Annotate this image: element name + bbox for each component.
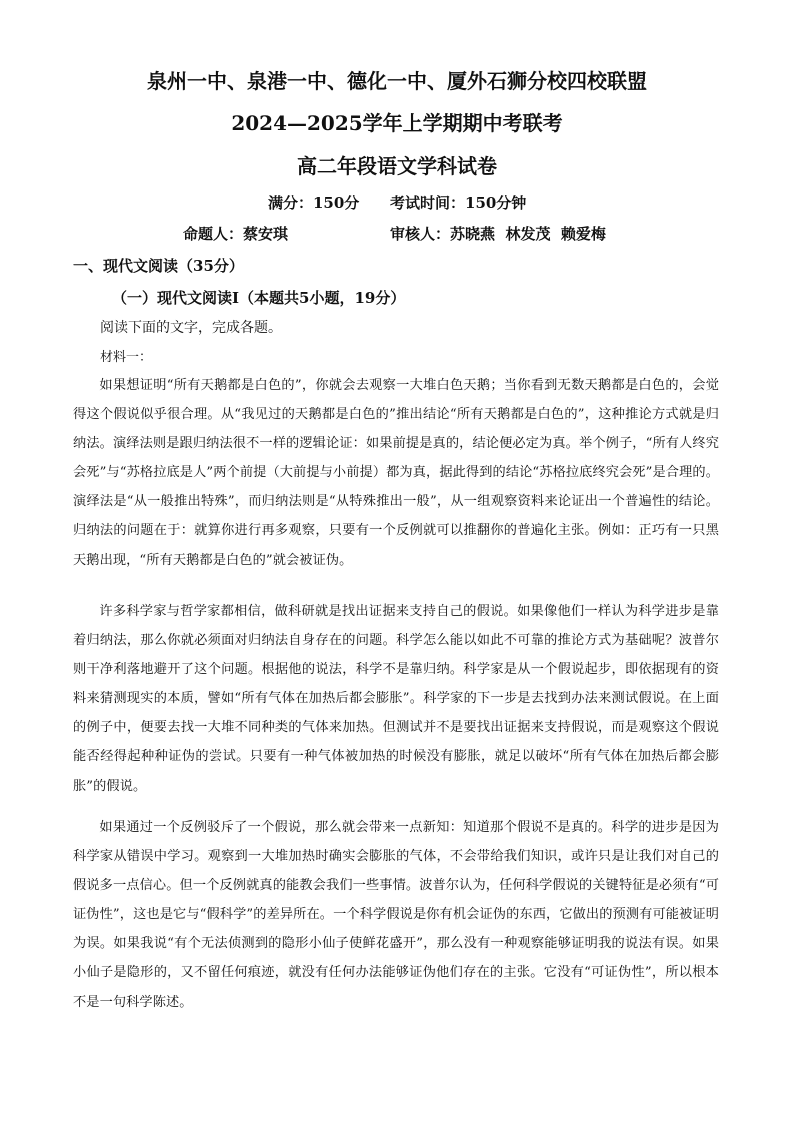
full-score: 满分：150分 [268, 194, 360, 212]
paragraph-3: 如果通过一个反例驳斥了一个假说，那么就会带来一点新知：知道那个假说不是真的。科学的进步是因为科学家从错误中学习。观察到一大堆加热时确实会膨胀的气体，不会带给我们知识，或许只是让我们对自己的假说多一点信心。但一个反例就真的能教会我们一些事情。波普尔认为，任何科学假说的关键特征是必须有“可证伪性”，这也是它与“假科学”的差异所在。一个科学假说是你有机会证伪的东西，它做出的预测有可能被证明为误。如果我说“有个无法侦测到的隐形小仙子使鲜花盛开”，那么没有一种观察能够证明我的说法有误。如果小仙子是隐形的，又不留任何痕迹，就没有任何办法能够证伪他们存在的主张。它没有“可证伪性”，所以根本不是一句科学陈述。 [73, 820, 719, 1010]
reviewers: 审核人：苏晓燕 林发茂 赖爱梅 [390, 225, 606, 243]
paper-title: 高二年段语文学科试卷 [297, 154, 497, 178]
reading-instruction: 阅读下面的文字，完成各题。 [100, 320, 282, 336]
question-setter: 命题人：蔡安琪 [183, 225, 289, 243]
material-label: 材料一： [100, 350, 153, 365]
section-heading: 一、现代文阅读（35分） [73, 257, 244, 275]
exam-session-title: 2024—2025学年上学期期中考联考 [231, 111, 563, 135]
subsection-heading: （一）现代文阅读Ⅰ（本题共5小题，19分） [112, 289, 406, 307]
exam-time: 考试时间：150分钟 [390, 194, 527, 212]
paragraph-2: 许多科学家与哲学家都相信，做科研就是找出证据来支持自己的假说。如果像他们一样认为科学进步是靠着归纳法，那么你就必须面对归纳法自身存在的问题。科学怎么能以如此不可靠的推论方式为基础呢？波普尔则干净利落地避开了这个问题。根据他的说法，科学不是靠归纳。科学家是从一个假说起步，即依据现有的资料来猜测现实的本质，譬如“所有气体在加热后都会膨胀”。科学家的下一步是去找到办法来测试假说。在上面的例子中，便要去找一大堆不同种类的气体来加热。但测试并不是要找出证据来支持假说，而是观察这个假说能否经得起种种证伪的尝试。只要有一种气体被加热的时候没有膨胀，就足以破坏“所有气体在加热后都会膨胀”的假说。 [73, 604, 719, 794]
school-alliance-title: 泉州一中、泉港一中、德化一中、厦外石狮分校四校联盟 [147, 69, 647, 93]
paragraph-1: 如果想证明“所有天鹅都是白色的”，你就会去观察一大堆白色天鹅；当你看到无数天鹅都是白色的，会觉得这个假说似乎很合理。从“我见过的天鹅都是白色的”推出结论“所有天鹅都是白色的”，这种推论方式就是归纳法。演绎法则是跟归纳法很不一样的逻辑论证：如果前提是真的，结论便必定为真。举个例子，“所有人终究会死”与“苏格拉底是人”两个前提（大前提与小前提）都为真，据此得到的结论“苏格拉底终究会死”是合理的。演绎法是“从一般推出特殊”，而归纳法则是“从特殊推出一般”，从一组观察资料来论证出一个普遍性的结论。归纳法的问题在于：就算你进行再多观察，只要有一个反例就可以推翻你的普遍化主张。例如：正巧有一只黑天鹅出现，“所有天鹅都是白色的”就会被证伪。 [73, 378, 719, 568]
